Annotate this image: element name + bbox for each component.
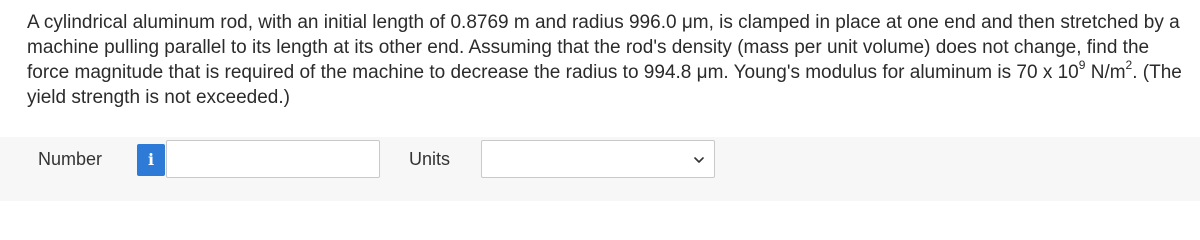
question-unit: N/m	[1085, 62, 1126, 83]
unit-exponent: 2	[1125, 57, 1133, 72]
units-label: Units	[409, 149, 451, 169]
question-body: A cylindrical aluminum rod, with an initial length of 0.8769 m and radius 996.0 μm, is clamped in place at one end and then stretched by a machine pulling parallel to its length at its other end. Assuming that the rod's density (mass per unit volume) does not change, find the force magnitude that is required of the machine to decrease the radius to 994.8 μm. Young's modulus for aluminum is 70 x 10	[27, 12, 1180, 83]
units-select[interactable]	[481, 140, 715, 178]
number-input[interactable]	[166, 140, 380, 178]
number-label: Number	[38, 149, 103, 169]
question-end: . (The yield strength is not exceeded.)	[27, 62, 1182, 108]
answer-area	[0, 137, 1200, 201]
question-text	[27, 10, 1187, 110]
youngs-modulus-exponent: 9	[1078, 57, 1086, 72]
info-icon[interactable]: i	[137, 144, 165, 176]
chevron-down-icon	[694, 155, 704, 165]
